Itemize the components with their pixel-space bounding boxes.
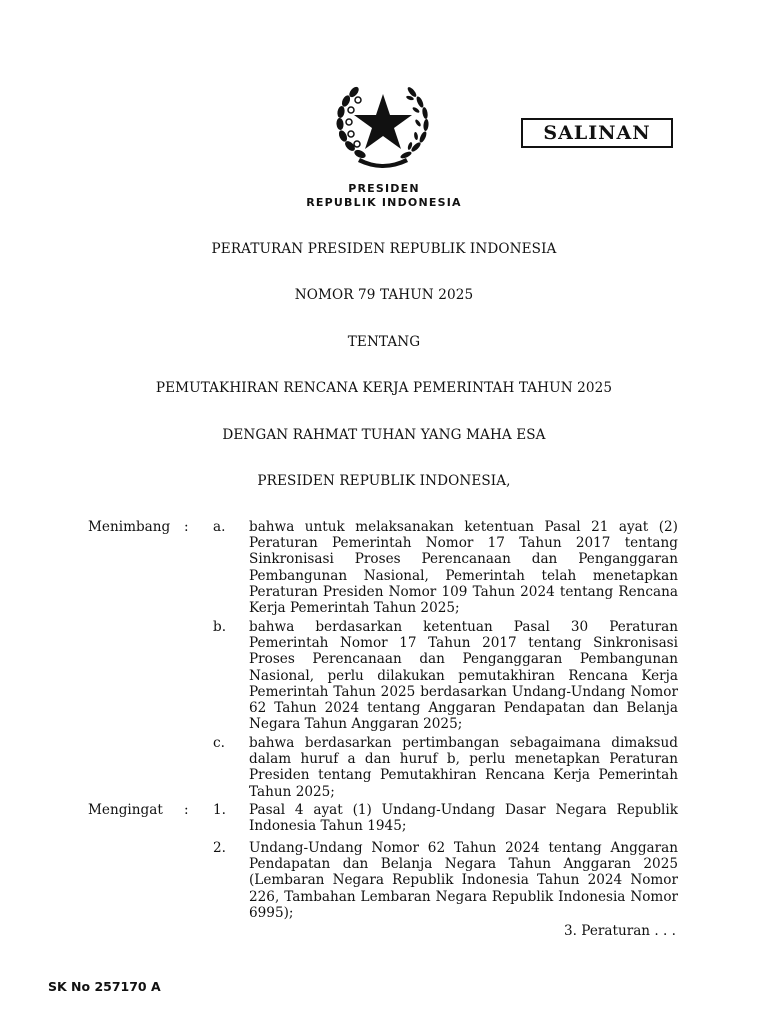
mengingat-label: Mengingat [88,802,163,818]
regulation-number: NOMOR 79 TAHUN 2025 [294,287,474,303]
blessing-line: DENGAN RAHMAT TUHAN YANG MAHA ESA [222,427,546,443]
menimbang-colon: : [184,519,189,535]
mengingat-colon: : [184,802,189,818]
mengingat-marker-1: 1. [213,802,226,818]
regulation-title: PERATURAN PRESIDEN REPUBLIK INDONESIA [211,241,557,257]
mengingat-item-2: Undang-Undang Nomor 62 Tahun 2024 tentang Anggaran Pendapatan dan Belanja Negara Tahun Anggaran 2025 (Lembaran Negara Republik Indonesia Tahun 2024 Nomor 226, Tambahan Lembaran Negara Republik Indonesia Nomor 6995); [249,840,678,921]
mengingat-item-1: Pasal 4 ayat (1) Undang-Undang Dasar Negara Republik Indonesia Tahun 1945; [249,802,678,835]
menimbang-item-b: bahwa berdasarkan ketentuan Pasal 30 Peraturan Pemerintah Nomor 17 Tahun 2017 tentang Sinkronisasi Proses Perencanaan dan Penganggaran Pembangunan Nasional, perlu dilakukan pemutakhiran Rencana Kerja Pemerintah Tahun 2025 berdasarkan Undang-Undang Nomor 62 Tahun 2024 tentang Anggaran Pendapatan dan Belanja Negara Tahun Anggaran 2025; [249,619,678,733]
garuda-star-wreath-icon [330,78,436,174]
menimbang-item-a: bahwa untuk melaksanakan ketentuan Pasal 21 ayat (2) Peraturan Pemerintah Nomor 17 Tahun 2017 tentang Sinkronisasi Proses Perencanaan dan Penganggaran Pembangunan Nasional, Pemerintah telah menetapkan Peraturan Presiden Nomor 109 Tahun 2024 tentang Rencana Kerja Pemerintah Tahun 2025; [249,519,678,617]
tentang-heading: TENTANG [347,334,421,350]
menimbang-marker-a: a. [213,519,226,535]
letterhead-republik-indonesia: REPUBLIK INDONESIA [306,196,462,209]
menimbang-item-c: bahwa berdasarkan pertimbangan sebagaimana dimaksud dalam huruf a dan huruf b, perlu menetapkan Peraturan Presiden tentang Pemutakhiran Rencana Kerja Pemerintah Tahun 2025; [249,735,678,800]
menimbang-marker-b: b. [213,619,227,635]
next-page-catchword: 3. Peraturan . . . [564,923,676,939]
sk-number: SK No 257170 A [48,979,161,994]
regulation-subject: PEMUTAKHIRAN RENCANA KERJA PEMERINTAH TAHUN 2025 [155,380,613,396]
menimbang-marker-c: c. [213,735,225,751]
mengingat-marker-2: 2. [213,840,226,856]
letterhead-presiden: PRESIDEN [348,182,420,195]
menimbang-label: Menimbang [88,519,171,535]
authority-line: PRESIDEN REPUBLIK INDONESIA, [257,473,511,489]
salinan-stamp: SALINAN [521,118,673,148]
